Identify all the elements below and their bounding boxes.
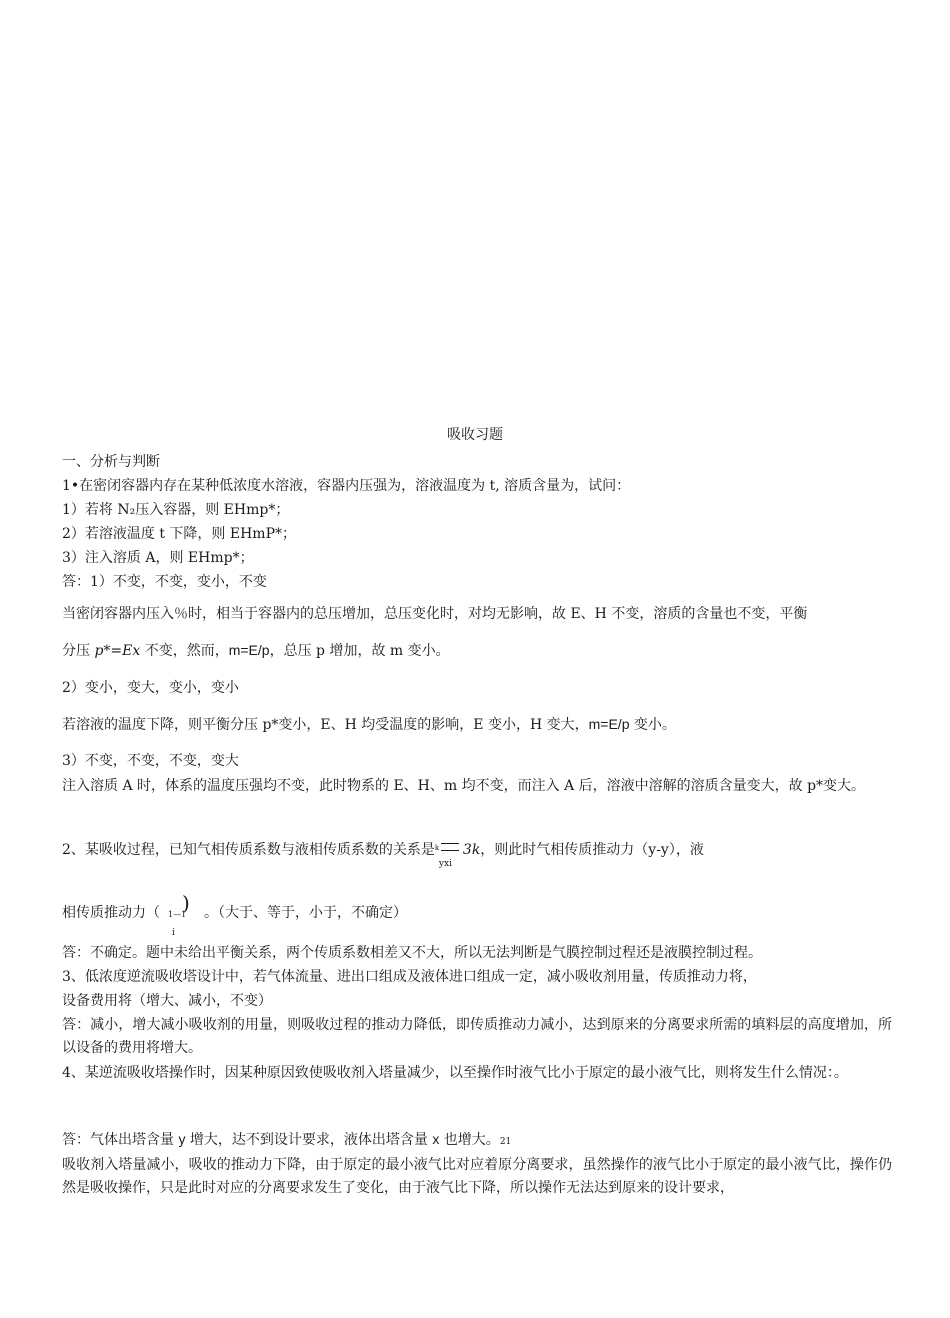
formula-text: p*=Ex [94, 643, 141, 659]
formula-bar [441, 850, 459, 851]
text-fragment: 2、某吸收过程，已知气相传质系数与液相传质系数的关系是 [62, 842, 435, 858]
text-fragment: ，则此时气相传质推动力（y-y），液 [480, 842, 704, 858]
page-title: 吸收习题 [447, 427, 503, 443]
formula-text: m=E/p [228, 642, 270, 658]
formula-text: x [432, 1131, 440, 1147]
text-fragment: 增大，达不到设计要求，液体出塔含量 [185, 1132, 433, 1148]
text-fragment: 若溶液的温度下降，则平衡分压 p*变小，E、H 均受温度的影响，E 变小，H 变大， [62, 717, 589, 733]
answer-1-explanation-line-1: 当密闭容器内压入％时，相当于容器内的总压增加，总压变化时，对均无影响，故 E、H 不变，溶质的含量也不变，平衡 [62, 606, 808, 622]
driving-force-formula [160, 891, 204, 938]
answer-4-explanation: 吸收剂入塔量减小，吸收的推动力下降，由于原定的最小液气比对应着原分离要求，虽然操作的液气比小于原定的最小液气比，操作仍然是吸收操作，只是此时对应的分离要求发生了变化，由于液气比下降，所以操作无法达到原来的设计要求， [62, 1157, 892, 1196]
question-3-line-2: 设备费用将（增大、减小，不变） [62, 993, 272, 1009]
answer-2: 答：不确定。题中未给出平衡关系，两个传质系数相差又不大，所以无法判断是气膜控制过程还是液膜控制过程。 [62, 945, 762, 961]
text-fragment: 分压 [62, 643, 95, 659]
answer-1-part-3-explanation: 注入溶质 A 时，体系的温度压强均不变，此时物系的 E、H、m 均不变，而注入 A 后，溶液中溶解的溶质含量变大，故 p*变大。 [62, 778, 866, 794]
formula-bar [441, 843, 459, 844]
text-fragment: 变小。 [629, 717, 676, 733]
answer-1-part-2: 2）变小，变大，变小，变小 [62, 680, 239, 696]
formula-text: 3k [462, 842, 481, 858]
text-fragment: 。（大于、等于，小于，不确定） [204, 905, 407, 921]
answer-1-part-2-explanation [62, 713, 892, 736]
text-fragment: 相传质推动力（ [62, 905, 160, 921]
question-2-line-1 [62, 839, 892, 869]
formula-text: y [178, 1131, 186, 1147]
text-fragment: 不变，然而， [140, 643, 229, 659]
question-1-part-3: 3）注入溶质 A，则 EHmp*； [62, 550, 254, 566]
formula-inner: 1—1 [168, 910, 187, 919]
question-4: 4、某逆流吸收塔操作时，因某种原因致使吸收剂入塔量减少，以至操作时液气比小于原定的最小液气比，则将发生什么情况：。 [62, 1065, 848, 1081]
footnote-mark: 21 [499, 1137, 512, 1147]
question-2-line-2 [62, 891, 892, 938]
formula-subscript: i [172, 928, 175, 938]
formula-superscript: k [434, 844, 440, 852]
coefficient-formula [434, 839, 463, 869]
answer-4 [62, 1128, 892, 1153]
answer-1-explanation-line-2 [62, 639, 892, 662]
section-heading: 一、分析与判断 [62, 454, 160, 470]
formula-paren: ) [182, 891, 190, 915]
question-1: 1•在密闭容器内存在某种低浓度水溶液，容器内压强为，溶液温度为 t, 溶质含量为，试问： [62, 478, 631, 494]
text-fragment: 答：气体出塔含量 [62, 1132, 179, 1148]
text-fragment: 也增大。 [439, 1132, 500, 1148]
question-1-part-1: 1）若将 N₂压入容器，则 EHmp*； [62, 502, 290, 518]
question-1-part-2: 2）若溶液温度 t 下降，则 EHmP*； [62, 526, 297, 542]
text-fragment: ，总压 p 增加，故 m 变小。 [269, 643, 450, 659]
answer-3: 答：减小，增大减小吸收剂的用量，则吸收过程的推动力降低，即传质推动力减小，达到原来的分离要求所需的填料层的高度增加，所以设备的费用将增大。 [62, 1017, 892, 1056]
formula-subscript: yxi [438, 859, 452, 869]
question-3-line-1: 3、低浓度逆流吸收塔设计中，若气体流量、进出口组成及液体进口组成一定，减小吸收剂用量，传质推动力将， [62, 969, 757, 985]
answer-1-part-3: 3）不变，不变，不变，变大 [62, 753, 239, 769]
formula-text: m=E/p [588, 716, 630, 732]
answer-1: 答：1）不变，不变，变小，不变 [62, 574, 267, 590]
